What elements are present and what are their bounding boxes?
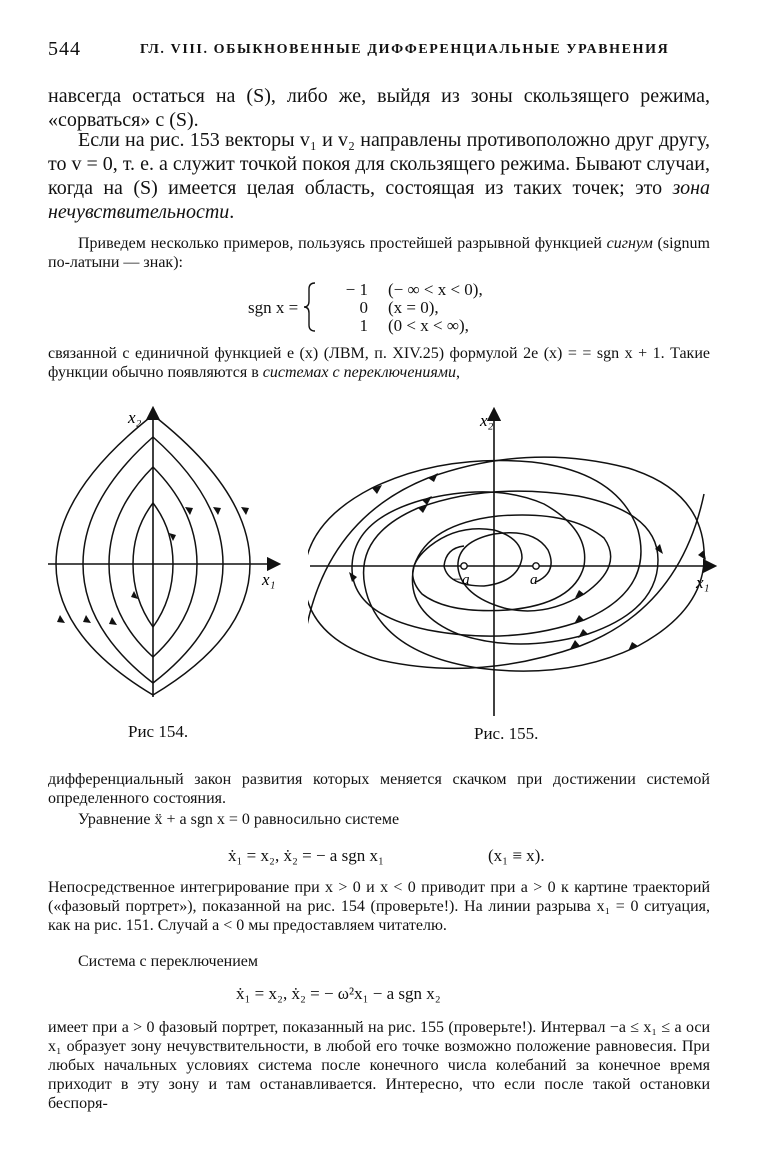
fig155-y-label: x₂ (480, 411, 494, 430)
fig154-caption: Рис 154. (128, 722, 189, 741)
fig155-arrow (418, 504, 428, 513)
paragraph-8: Система с переключением (78, 953, 259, 970)
term-switching-systems: системах с переключениями (262, 364, 456, 381)
fig154-arrow (213, 507, 221, 515)
sgn-value-1: − 1 (345, 280, 368, 299)
left-brace (302, 281, 318, 333)
sgn-value-2: 0 (359, 298, 368, 317)
sgn-cond-1: (− ∞ < x < 0), (388, 280, 483, 299)
fig154-arrow (57, 615, 65, 623)
equation-1-condition: (x₁ ≡ x). (488, 846, 545, 865)
fig155-arrow (578, 629, 588, 638)
paragraph-9: имеет при a > 0 фазовый портрет, показанный на рис. 155 (проверьте!). Интервал −a ≤ x₁ ≤ a оси x₁ образует зону нечувствительности, в любой его точке возможно положение равновесия. При любых начальных условиях система после конечного числа колебаний за конечное время приходит в эту зону и там останавливается. Интересно, что если после такой остановки беспоря- (48, 1019, 710, 1112)
paragraph-2 (48, 128, 710, 224)
paragraph-7: Непосредственное интегрирование при x > 0 и x < 0 приводит при a > 0 к картине траекторий («фазовый портрет»), показанной на рис. 154 (проверьте!). На линии разрыва x₁ = 0 ситуация, как на рис. 151. Случай a < 0 мы предоставляем читателю. (48, 879, 710, 934)
fig155-label-minus-a: −a (452, 572, 470, 588)
sgn-cond-2: (x = 0), (388, 298, 439, 317)
paragraph-1: навсегда остаться на (S), либо же, выйдя из зоны скользящего режима, «сорваться» с (S). (48, 85, 710, 131)
paragraph-3-text: Приведем несколько примеров, пользуясь простейшей разрывной функцией (78, 235, 607, 252)
fig155-caption: Рис. 155. (474, 724, 539, 743)
fig155-right-spiral (308, 457, 704, 671)
figure-155 (308, 398, 720, 718)
fig155-point-a (533, 563, 539, 569)
paragraph-2-end: . (229, 201, 235, 223)
paragraph-4-text: связанной с единичной функцией e (x) (ЛВМ, п. XIV.25) формулой 2e (x) = = sgn x + 1. Такие функции обычно появляются в (48, 345, 710, 381)
paragraph-3-end: (signum по-латыни — знак): (48, 235, 710, 271)
fig155-label-a: a (530, 572, 538, 588)
fig155-point-minus-a (461, 563, 467, 569)
fig154-arrow (83, 615, 91, 623)
fig155-arrow (628, 642, 638, 651)
paragraph-6: Уравнение ẍ + a sgn x = 0 равносильно системе (78, 811, 400, 828)
sgn-lhs: sgn x = (248, 298, 299, 317)
term-signum: сигнум (606, 235, 653, 252)
paragraph-3 (48, 234, 710, 272)
paragraph-4 (48, 344, 710, 382)
sgn-cond-3: (0 < x < ∞), (388, 316, 469, 335)
sgn-value-3: 1 (359, 316, 368, 335)
page-number: 544 (48, 38, 81, 60)
figure-154 (40, 395, 290, 715)
paragraph-4-end: , (456, 364, 460, 381)
paragraph-2-text: Если на рис. 153 векторы v₁ и v₂ направлены противоположно друг другу, то v = 0, т. е. a служит точкой покоя для скользящего режима. Бывают случаи, когда на (S) имеется целая область, состоящая из таких точек; это (48, 129, 710, 199)
equation-1: ẋ₁ = x₂, ẋ₂ = − a sgn x₁ (228, 846, 384, 865)
fig154-x-label: x₁ (262, 570, 276, 589)
paragraph-5: дифференциальный закон развития которых меняется скачком при достижении системой определенного состояния. (48, 771, 710, 807)
fig155-arrow (574, 615, 584, 624)
equation-2: ẋ₁ = x₂, ẋ₂ = − ω²x₁ − a sgn x₂ (236, 984, 441, 1003)
running-header (48, 38, 720, 62)
running-title: ГЛ. VIII. ОБЫКНОВЕННЫЕ ДИФФЕРЕНЦИАЛЬНЫЕ УРАВНЕНИЯ (140, 42, 670, 57)
fig154-arrow (241, 507, 249, 515)
fig155-x-label: x₁ (696, 573, 710, 592)
term-zone: зона нечувствительности (48, 177, 710, 223)
fig155-arrow (428, 473, 438, 482)
fig154-y-label: x₂ (128, 408, 142, 427)
fig154-arrow (109, 617, 117, 625)
